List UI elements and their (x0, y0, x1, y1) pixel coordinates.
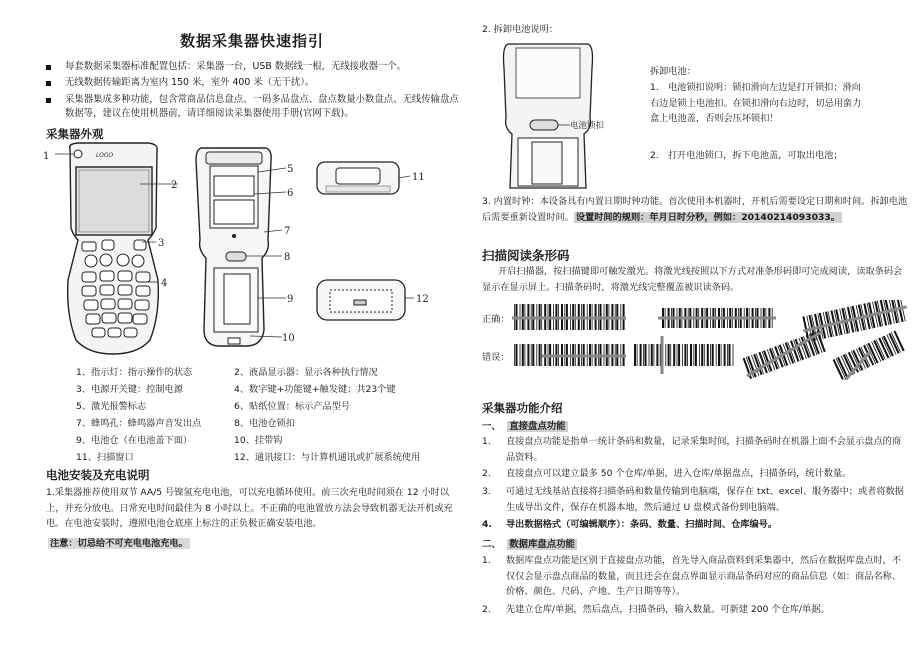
caption-item: 8、电池仓锁扣 (234, 418, 295, 429)
section-1-number: 一、 (482, 421, 501, 432)
callout-12: 12 (416, 294, 429, 305)
caption-item: 7、蜂鸣孔：蜂鸣器声音发出点 (76, 418, 202, 429)
item-text: 直接盘点可以建立最多 50 个仓库/单据，进入仓库/单据盘点，扫描条码，统计数量。 (506, 468, 852, 479)
caption-item: 4、数字键+功能键+触发键；共23个键 (234, 384, 396, 395)
device-back-view (196, 148, 271, 346)
appearance-heading: 采集器外观 (46, 127, 104, 141)
section-1-item (482, 517, 908, 533)
item-text: 可通过无线基站直接将扫描条码和数量传输到电脑端，保存在 txt、excel、服务器中；或者将数据生成导出文件，保存在机器本地，然后通过 U 盘模式备份到电脑端。 (506, 486, 904, 513)
bullet-item: 每套数据采集器标准配置包括：采集器一台，USB 数据线一根，无线接收器一个。 (48, 60, 460, 74)
bullet-item: 采集器集成多种功能，包含常商品信息盘点、一码多品盘点、盘点数量小数盘点、无线传输盘点数据等，建议在使用机器前，请详细阅读采集器使用手册(官网下载)。 (48, 93, 460, 121)
barcode-correct-1 (512, 304, 626, 330)
battery-heading: 电池安装及充电说明 (46, 468, 150, 482)
callout-8: 8 (284, 252, 291, 263)
section-1-item (482, 434, 908, 465)
item-number: 2. (482, 468, 491, 479)
battery-removal-diagram (478, 38, 638, 198)
section-2-item (482, 602, 908, 618)
bullet-square-icon (46, 98, 51, 103)
caption-item: 5、激光报警标志 (76, 401, 147, 412)
battery-lock-label: 电池锁扣 (570, 121, 605, 131)
section-1-item (482, 466, 908, 482)
caption-item: 6、贴纸位置：标示产品型号 (234, 401, 351, 412)
section-1-title: 直接盘点功能 (509, 421, 566, 432)
callout-6: 6 (287, 188, 294, 199)
function-heading: 采集器功能介绍 (482, 401, 563, 415)
caption-item: 3、电源开关键：控制电源 (76, 384, 183, 395)
section-1-heading (482, 418, 568, 432)
device-front-view (68, 143, 159, 354)
caption-item: 9、电池仓（在电池盖下面） (76, 435, 193, 446)
callout-9: 9 (287, 294, 294, 305)
barcode-wrong-2 (634, 336, 733, 374)
scan-text: 开启扫描器，按扫描键即可触发激光。将激光线按照以下方式对准条形码即可完成阅读，读取条码会显示在显示屏上。扫描条码时，将激光线完整覆盖被识读条码。 (482, 266, 903, 293)
item-text: 导出数据格式（可编辑顺序）：条码、数量、扫描时间、仓库编号。 (506, 519, 778, 530)
bullet-square-icon (46, 81, 51, 86)
section-2-heading (482, 536, 577, 550)
clock-description: 3. 内置时钟：本设备具有内置日期时钟功能。首次使用本机器时，开机后需要设定日期和时间。拆卸电池后需要重新设置时间。 (482, 196, 908, 223)
right-column (478, 0, 908, 651)
section-2-title: 数据库盘点功能 (509, 539, 575, 550)
callout-4: 4 (161, 278, 168, 289)
scan-heading: 扫描阅读条形码 (482, 248, 570, 263)
item-number: 1. (482, 555, 491, 566)
callout-1: 1 (43, 151, 50, 162)
device-diagram (38, 140, 468, 360)
item-number: 3. (482, 486, 491, 497)
item-number: 2. (482, 604, 491, 615)
callout-10: 10 (282, 333, 295, 344)
wrong-examples (514, 330, 906, 380)
caption-item: 2、液晶显示器：显示各种执行情况 (234, 367, 378, 378)
caption-item: 1、指示灯：指示操作的状态 (76, 367, 193, 378)
remove-step-1: 1. 电池锁扣说明：锁扣滑向左边是打开锁扣；滑向右边是锁上电池扣。在锁扣滑向右边时，切忌用蛮力盒上电池盖，否则会压坏锁扣！ (650, 82, 862, 124)
clock-text (482, 194, 908, 225)
callout-3: 3 (158, 238, 165, 249)
device-bottom-view (317, 280, 405, 320)
correct-label: 正确： (482, 314, 510, 325)
item-text: 数据库盘点功能是区别于直接盘点功能，首先导入商品资料到采集器中，然后在数据库盘点时，不仅仅会显示盘点商品的数量，而且还会在盘点界面显示商品条码对应的商品信息（如：商品名称、价格、颜色、尺码、产地、生产日期等等）。 (506, 555, 902, 597)
battery-note: 注意：切忌给不可充电电池充电。 (50, 538, 188, 549)
section-2-number: 二、 (482, 539, 501, 550)
battery-note-wrap (48, 536, 190, 552)
item-number: 1. (482, 436, 491, 447)
bullet-item: 无线数据传输距离为室内 150 米，室外 400 米（无干扰）。 (48, 76, 460, 90)
section-1-item (482, 484, 908, 515)
callout-5: 5 (287, 164, 294, 175)
caption-item: 12、通讯接口：与计算机通讯或扩展系统使用 (234, 452, 421, 463)
barcode-correct-2 (658, 308, 776, 328)
section-2-item (482, 553, 908, 600)
barcode-examples (512, 300, 912, 380)
battery-text: 1.采集器推荐使用双节 AA/5 号镍氢充电电池，可以充电循环使用。前三次充电时间须在 12 小时以上，并充分放电。日常充电时间最佳为 8 小时以上。不正确的电池置放方法会导致机器无法开机或充电。在电池安装时，遵照电池仓底座上标注的正负极正确安装电池。 (46, 487, 453, 529)
left-column (38, 0, 466, 651)
item-number: 4. (482, 519, 492, 530)
barcode-wrong-3 (741, 330, 829, 380)
page-title: 数据采集器快速指引 (179, 32, 324, 50)
barcode-wrong-4 (831, 331, 907, 380)
caption-item: 11、扫描窗口 (76, 452, 134, 463)
callout-7: 7 (284, 226, 291, 237)
barcode-wrong-1 (514, 344, 626, 366)
bullet-square-icon (46, 65, 51, 70)
correct-examples (512, 300, 910, 343)
callout-2: 2 (171, 180, 178, 191)
device-logo: LOGO (96, 152, 114, 159)
remove-battery-title: 拆卸电池： (650, 66, 696, 77)
callout-11: 11 (412, 172, 425, 183)
device-top-view (317, 162, 399, 194)
item-text: 直接盘点功能是指单一统计条码和数量，记录采集时间，扫描条码时在机器上面不会显示盘点的商品资料。 (506, 436, 902, 463)
remove-step-2: 2. 打开电池锁口，拆下电池盖，可取出电池； (650, 150, 843, 161)
caption-item: 10、挂带钩 (234, 435, 283, 446)
clock-rule: 设置时间的规则：年月日时分秒，例如：20140214093033。 (575, 211, 840, 223)
item-text: 先建立仓库/单据，然后盘点，扫描条码，输入数量。可新建 200 个仓库/单据。 (506, 604, 830, 615)
wrong-label: 错误： (482, 352, 510, 363)
remove-battery-heading: 2. 拆卸电池说明： (482, 24, 558, 35)
